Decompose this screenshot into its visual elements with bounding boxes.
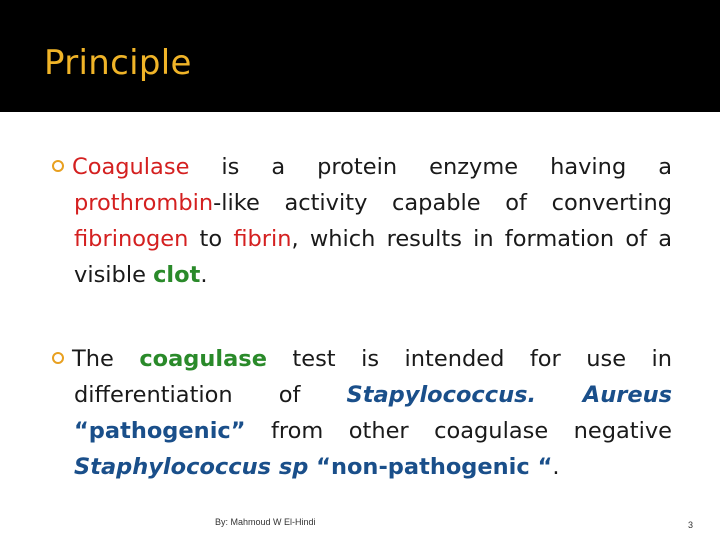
text: test is intended for use in differentiation of	[74, 346, 673, 408]
term-pathogenic: “pathogenic”	[74, 418, 246, 444]
term-prothrombin: prothrombin	[74, 190, 214, 216]
text: The	[72, 346, 140, 372]
term-fibrin: fibrin	[233, 226, 292, 252]
term-staph-aureus: Stapylococcus. Aureus	[346, 382, 672, 408]
bullet-paragraph	[52, 341, 672, 485]
term-coagulase: coagulase	[139, 346, 267, 372]
page-number: 3	[688, 520, 694, 530]
term-staph-sp: Staphylococcus sp	[74, 454, 309, 480]
slide-title: Principle	[44, 43, 192, 83]
bullet-coagulase-test	[52, 341, 672, 485]
term-fibrinogen: fibrinogen	[74, 226, 189, 252]
footer-author: By: Mahmoud W El-Hindi	[215, 517, 316, 527]
term-non-pathogenic: “non-pathogenic “	[308, 454, 553, 480]
bullet-ring-icon	[52, 352, 64, 364]
text: is a protein enzyme having a	[189, 154, 672, 180]
bullet-coagulase-definition	[52, 149, 672, 293]
bullet-ring-icon	[52, 160, 64, 172]
text: -like activity capable of converting	[213, 190, 672, 216]
text: , which results in formation of a visible	[74, 226, 672, 288]
term-clot: clot	[153, 262, 201, 288]
term-coagulase: Coagulase	[72, 154, 190, 180]
bullet-paragraph	[52, 149, 672, 293]
text: .	[200, 262, 208, 288]
text: from other coagulase negative	[245, 418, 672, 444]
text: to	[188, 226, 234, 252]
text: .	[552, 454, 560, 480]
title-bar	[0, 0, 720, 112]
